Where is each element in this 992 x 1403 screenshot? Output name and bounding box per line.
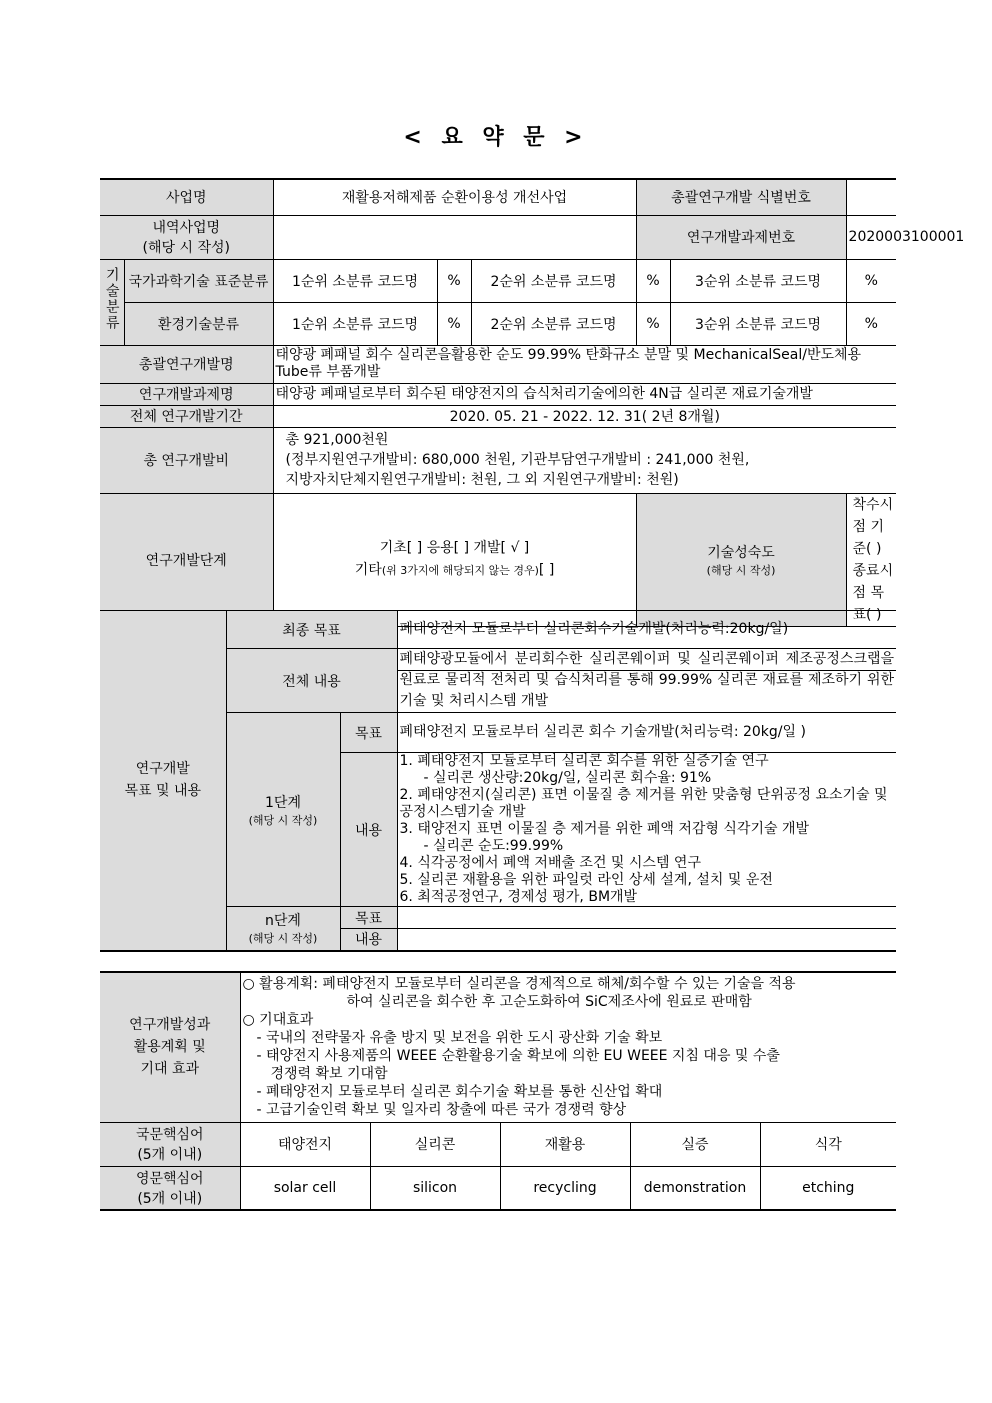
stage1-item-5: 5. 실리콘 재활용을 위한 파일럿 라인 상세 설계, 설치 및 운전: [399, 872, 773, 888]
kw-en-5: etching: [760, 1166, 896, 1210]
outcome-content: [240, 972, 896, 1122]
maturity-note: (해당 시 작성): [706, 563, 776, 577]
stage1-label: 1단계: [265, 794, 301, 811]
cost-gov: (정부지원연구개발비: 680,000 천원, 기관부담연구개발비 : 241,000 천원,: [285, 452, 750, 468]
tech-class-label: 기술분류: [103, 266, 120, 331]
effect-4: - 고급기술인력 확보 및 일자리 창출에 따른 국가 경쟁력 향상: [256, 1102, 627, 1119]
kw-kr-3: 재활용: [500, 1122, 630, 1166]
goals-section-label-1: 연구개발: [135, 761, 190, 778]
nat-sci-label: 국가과학기술 표준분류: [124, 259, 273, 302]
stagen-content-label: 내용: [340, 929, 397, 951]
period: 2020. 05. 21 - 2022. 12. 31( 2년 8개월): [273, 405, 896, 427]
kw-en-label-1: 영문핵심어: [135, 1170, 204, 1187]
effect-head: ○ 기대효과: [242, 1012, 314, 1029]
sub-project-label: 내역사업명: [152, 220, 221, 236]
cost-label: 총 연구개발비: [100, 427, 273, 493]
goals-section-label: [100, 611, 226, 951]
stagen-goal: [397, 907, 896, 929]
stage1-item-6: 6. 최적공정연구, 경제성 평가, BM개발: [399, 889, 638, 905]
env-rank3: 3순위 소분류 코드명: [670, 302, 846, 345]
sub-project-note: (해당 시 작성): [142, 240, 230, 256]
stage1-label-cell: [226, 713, 340, 907]
kw-kr-label-2: (5개 이내): [137, 1147, 203, 1163]
cost-total: 총 921,000천원: [285, 432, 389, 448]
cost-cell: [273, 427, 896, 493]
stage1-note: (해당 시 작성): [248, 813, 318, 827]
effect-1: - 국내의 전략물자 유출 방지 및 보전을 위한 도시 광산화 기술 확보: [256, 1030, 663, 1047]
env-pct1: %: [437, 302, 471, 345]
stage1-content-label: 내용: [340, 753, 397, 907]
stage-cell: [273, 493, 636, 626]
effect-2: - 태양전지 사용제품의 WEEE 순환활용기술 확보에 의한 EU WEEE 지침 대응 및 수출: [256, 1048, 780, 1065]
plan-cont: 하여 실리콘을 회수한 후 고순도화하여 SiC제조사에 원료로 판매함: [346, 994, 752, 1011]
sub-project: [273, 215, 636, 259]
sub-project-label-cell: [100, 215, 273, 259]
outcome-label-3: 기대 효과: [140, 1061, 200, 1078]
maturity-label-cell: [636, 493, 846, 626]
total-id: [846, 179, 896, 215]
period-label: 전체 연구개발기간: [100, 405, 273, 427]
nat-rank2: 2순위 소분류 코드명: [471, 259, 636, 302]
kw-en-2: silicon: [370, 1166, 500, 1210]
total-rnd-name: 태양광 폐패널 회수 실리콘을활용한 순도 99.99% 탄화규소 분말 및 MechanicalSeal/반도체용 Tube류 부품개발: [273, 345, 896, 383]
effect-3: - 폐태양전지 모듈로부터 실리콘 회수기술 확보를 통한 신산업 확대: [256, 1084, 663, 1101]
project-name: 재활용저해제품 순환이용성 개선사업: [273, 179, 636, 215]
tech-class-label-cell: [100, 259, 124, 345]
env-rank1: 1순위 소분류 코드명: [273, 302, 437, 345]
stagen-target-label: 목표: [340, 907, 397, 929]
start-level: 착수시점 기준( ): [852, 496, 894, 557]
env-rank2: 2순위 소분류 코드명: [471, 302, 636, 345]
final-goal: 폐태양전지 모듈로부터 실리콘회수기술개발(처리능력:20kg/일): [397, 611, 896, 649]
stage-options: 기초[ ] 응용[ ] 개발[ √ ]: [379, 540, 530, 556]
stagen-label: n단계: [265, 913, 301, 930]
task-name: 태양광 폐패널로부터 회수된 태양전지의 습식처리기술에의한 4N급 실리콘 재료기술개발: [273, 383, 896, 405]
overall-label: 전체 내용: [226, 649, 397, 713]
info-table: [100, 178, 965, 671]
nat-pct1: %: [437, 259, 471, 302]
nat-pct2: %: [636, 259, 670, 302]
stage1-item-2: 2. 폐태양전지(실리콘) 표면 이물질 층 제거를 위한 맞춤형 단위공정 요소기술 및 공정시스템기술 개발: [399, 787, 888, 820]
kw-en-1: solar cell: [240, 1166, 370, 1210]
nat-pct3: %: [846, 259, 896, 302]
final-goal-label: 최종 목표: [226, 611, 397, 649]
env-pct2: %: [636, 302, 670, 345]
kw-kr-label-1: 국문핵심어: [135, 1127, 204, 1143]
total-rnd-name-label: 총괄연구개발명: [100, 345, 273, 383]
stage1-item-3a: - 실리콘 순도:99.99%: [423, 838, 564, 854]
kw-en-label-2: (5개 이내): [137, 1190, 203, 1207]
total-id-label: 총괄연구개발 식별번호: [636, 179, 846, 215]
end-level: 종료시점 목표( ): [852, 562, 894, 623]
outcome-table: [100, 971, 896, 1211]
maturity-label: 기술성숙도: [707, 544, 775, 561]
maturity-levels: [846, 493, 896, 626]
kw-kr-4: 실증: [630, 1122, 760, 1166]
plan-head: ○ 활용계획: 폐태양전지 모듈로부터 실리콘을 경제적으로 해체/회수할 수 있는 기술을 적용: [242, 976, 796, 993]
goals-table: [100, 610, 896, 952]
stage-other-label: 기타: [354, 562, 382, 578]
outcome-label: [100, 972, 240, 1122]
cost-local: 지방자치단체지원연구개발비: 천원, 그 외 지원연구개발비: 천원): [285, 472, 679, 488]
nat-rank1: 1순위 소분류 코드명: [273, 259, 437, 302]
task-number: 2020003100001: [846, 215, 896, 259]
stage-other-note: (위 3가지에 해당되지 않는 경우): [381, 564, 539, 577]
stage1-goal: 폐태양전지 모듈로부터 실리콘 회수 기술개발(처리능력: 20kg/일 ): [397, 713, 896, 753]
outcome-label-2: 활용계획 및: [133, 1039, 206, 1056]
env-pct3: %: [846, 302, 896, 345]
stagen-note: (해당 시 작성): [248, 932, 318, 946]
overall-content: 폐태양광모듈에서 분리회수한 실리콘웨이퍼 및 실리콘웨이퍼 제조공정스크랩을 원료로 물리적 전처리 및 습식처리를 통해 99.99% 실리콘 재료를 제조하기 위한 기술 및 처리시스템 개발: [397, 649, 896, 713]
kw-kr-label: [100, 1122, 240, 1166]
env-tech-label: 환경기술분류: [124, 302, 273, 345]
stage-other: [276, 559, 634, 582]
kw-en-4: demonstration: [630, 1166, 760, 1210]
stage1-list: [400, 753, 895, 906]
effect-2b: 경쟁력 확보 기대함: [270, 1066, 388, 1083]
stage1-target-label: 목표: [340, 713, 397, 753]
kw-en-3: recycling: [500, 1166, 630, 1210]
stagen-label-cell: [226, 907, 340, 951]
stagen-content: [397, 929, 896, 951]
kw-en-label: [100, 1166, 240, 1210]
goals-section-label-2: 목표 및 내용: [124, 783, 202, 800]
project-name-label: 사업명: [100, 179, 273, 215]
stage1-item-1: 1. 폐태양전지 모듈로부터 실리콘 회수를 위한 실증기술 연구: [399, 753, 769, 769]
task-name-label: 연구개발과제명: [100, 383, 273, 405]
stage1-item-1a: - 실리콘 생산량:20kg/일, 실리콘 회수율: 91%: [423, 770, 712, 786]
page-title: < 요 약 문 >: [403, 125, 589, 150]
kw-kr-5: 식각: [760, 1122, 896, 1166]
stage1-item-4: 4. 식각공정에서 폐액 저배출 조건 및 시스템 연구: [399, 855, 701, 871]
task-number-label: 연구개발과제번호: [636, 215, 846, 259]
stage1-item-3: 3. 태양전지 표면 이물질 층 제거를 위한 폐액 저감형 식각기술 개발: [399, 821, 809, 837]
stage-other-box: [ ]: [538, 562, 555, 578]
nat-rank3: 3순위 소분류 코드명: [670, 259, 846, 302]
outcome-label-1: 연구개발성과: [129, 1017, 211, 1034]
stage1-content: [397, 753, 896, 907]
stage-label: 연구개발단계: [100, 493, 273, 626]
kw-kr-1: 태양전지: [240, 1122, 370, 1166]
kw-kr-2: 실리콘: [370, 1122, 500, 1166]
